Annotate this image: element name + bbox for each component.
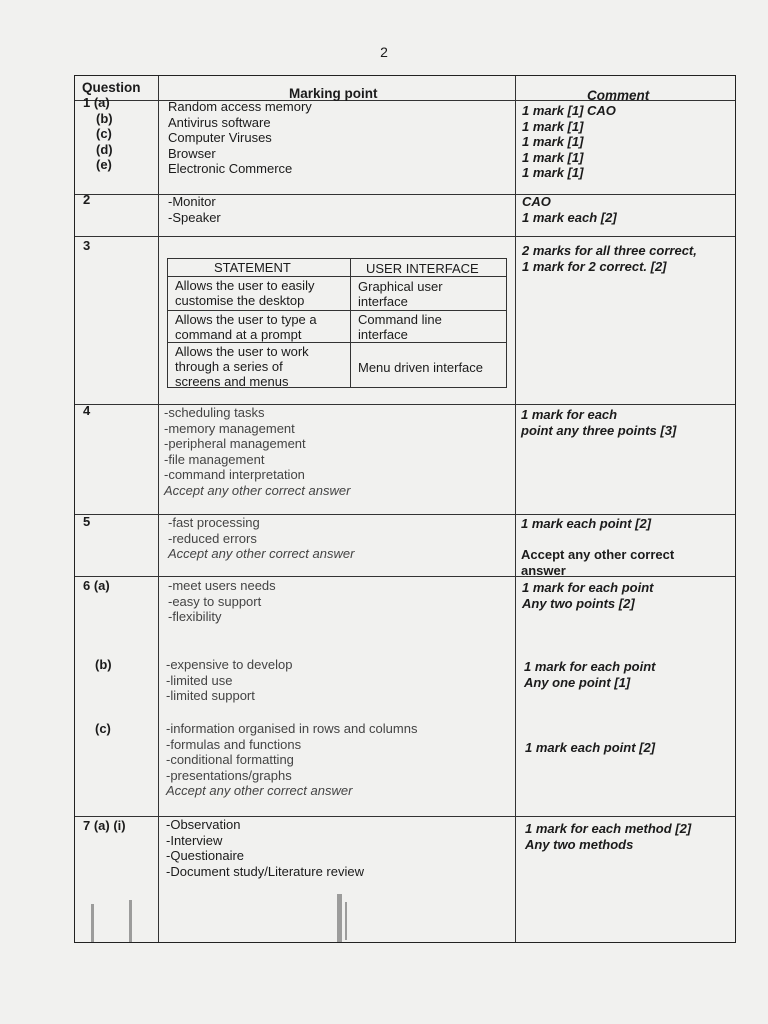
q3-row3-interface: Menu driven interface [358,360,484,375]
q6c-accept: Accept any other correct answer [166,783,353,798]
q6b-point-1: -expensive to develop [166,657,293,672]
q5-label: 5 [83,514,91,529]
q6b-comments [524,659,655,690]
q1-point-d: Browser [168,145,216,161]
q1-point-a: Random access memory [168,99,312,114]
q3-col-interface: USER INTERFACE [366,261,479,276]
q6b-label: (b) [95,657,112,672]
q3-row2-statement-line1: Allows the user to type a [175,312,317,327]
q2-comment-1: CAO [522,194,551,209]
q5-comment-2-line2: answer [521,562,566,578]
q1-label-b: (b) [96,110,113,126]
q1-comment-d: 1 mark [1] [522,149,584,165]
q7-point-3: -Questionaire [166,848,245,863]
q1-points [168,99,312,177]
q4-point-2: -memory management [164,420,295,436]
q3-row2-statement-line2: command at a prompt [175,327,302,342]
q6c-comment: 1 mark each point [2] [525,740,656,755]
q3-row3-statement-line1: Allows the user to work [175,344,309,359]
q4-point-5: -command interpretation [164,467,305,482]
q2-comments [522,194,617,225]
q4-label: 4 [83,403,91,418]
q3-row1-statement [175,278,314,308]
q6b-comment-1: 1 mark for each point [524,659,656,674]
q4-comment-1: 1 mark for each [521,407,618,422]
q3-row1-interface [358,279,443,309]
q6c-points [166,721,417,799]
q6c-label: (c) [95,721,111,736]
q7-points [166,817,364,879]
q3-comment-2: 1 mark for 2 correct. [2] [522,258,667,274]
q1-comment-c: 1 mark [1] [522,134,584,149]
q6b-points [166,657,292,704]
q2-point-1: -Monitor [168,194,216,209]
q1-comments [522,103,616,181]
q6c-point-1: -information organised in rows and columns [166,721,418,736]
q3-row1-statement-line1: Allows the user to easily [175,278,315,293]
q4-comment-2: point any three points [3] [521,422,677,438]
q6c-point-4: -presentations/graphs [166,767,292,783]
q4-point-1: -scheduling tasks [164,405,265,420]
q3-comments [522,243,697,274]
q1-label-e: (e) [96,157,112,172]
q3-interface-table [167,258,507,388]
q4-comments [521,407,676,438]
q5-points [168,515,354,562]
header-question: Question [82,80,141,95]
q3-row2-interface-line1: Command line [358,312,442,327]
q4-point-3: -peripheral management [164,436,306,451]
q7-comment-1: 1 mark for each method [2] [525,821,692,836]
q6b-point-2: -limited use [166,672,233,688]
q3-row3-statement [175,344,309,389]
q3-row1-statement-line2: customise the desktop [175,293,305,308]
header-comment: Comment [587,88,650,103]
q5-comment-2-line1: Accept any other correct [521,547,675,562]
q1-comment-b: 1 mark [1] [522,118,584,134]
q6c-point-3: -conditional formatting [166,752,294,767]
q5-accept: Accept any other correct answer [168,546,355,561]
scan-smudge [345,902,347,940]
q6b-comment-2: Any one point [1] [524,674,631,690]
q6a-point-1: -meet users needs [168,578,276,593]
q6b-point-3: -limited support [166,688,255,703]
q1-label-c: (c) [96,126,112,141]
marking-scheme-table [74,75,736,943]
q2-label: 2 [83,192,91,207]
q7-comment-2: Any two methods [525,836,634,852]
q2-points [168,194,221,225]
scan-smudge [337,894,342,942]
q6c-point-2: -formulas and functions [166,736,302,752]
q7-point-1: -Observation [166,817,241,832]
q1-comment-e: 1 mark [1] [522,165,584,180]
q3-col-statement: STATEMENT [214,260,291,275]
q7-label: 7 (a) (i) [83,818,126,833]
q7-point-2: -Interview [166,832,223,848]
q3-row2-interface-line2: interface [358,327,408,342]
q6a-point-2: -easy to support [168,593,262,609]
q4-accept: Accept any other correct answer [164,482,351,498]
q1-point-b: Antivirus software [168,114,271,130]
q1-point-c: Computer Viruses [168,130,272,145]
q3-row2-statement [175,312,317,342]
q7-point-4: -Document study/Literature review [166,863,364,879]
q5-point-2: -reduced errors [168,530,257,546]
q6a-points [168,578,276,625]
q3-comment-1: 2 marks for all three correct, [522,243,697,258]
q5-point-1: -fast processing [168,515,260,530]
q6a-label: 6 (a) [83,578,110,593]
q6a-comment-2: Any two points [2] [522,595,635,611]
q3-row3-statement-line3: screens and menus [175,374,289,389]
q6a-point-3: -flexibility [168,609,222,624]
q1-point-e: Electronic Commerce [168,161,293,176]
q1-label-d: (d) [96,141,113,157]
q3-row3-statement-line2: through a series of [175,359,283,374]
q3-row1-interface-line2: interface [358,294,408,309]
header-marking-point: Marking point [289,86,378,101]
scan-smudge [129,900,132,942]
q1-label-a: 1 (a) [83,95,110,110]
q5-comment-1: 1 mark each point [2] [521,516,652,531]
q6a-comment-1: 1 mark for each point [522,580,654,595]
q2-comment-2: 1 mark each [2] [522,209,617,225]
q4-point-4: -file management [164,451,265,467]
q3-row2-interface [358,312,442,342]
q2-point-2: -Speaker [168,209,221,225]
q1-labels [83,95,113,173]
q3-row1-interface-line1: Graphical user [358,279,443,294]
q5-comment-2 [521,547,674,578]
q4-points [164,405,350,498]
q3-label: 3 [83,238,91,253]
page-number: 2 [380,44,388,60]
q6a-comments [522,580,653,611]
q1-comment-a: 1 mark [1] CAO [522,103,616,118]
q7-comments [525,821,691,852]
scan-smudge [91,904,94,942]
